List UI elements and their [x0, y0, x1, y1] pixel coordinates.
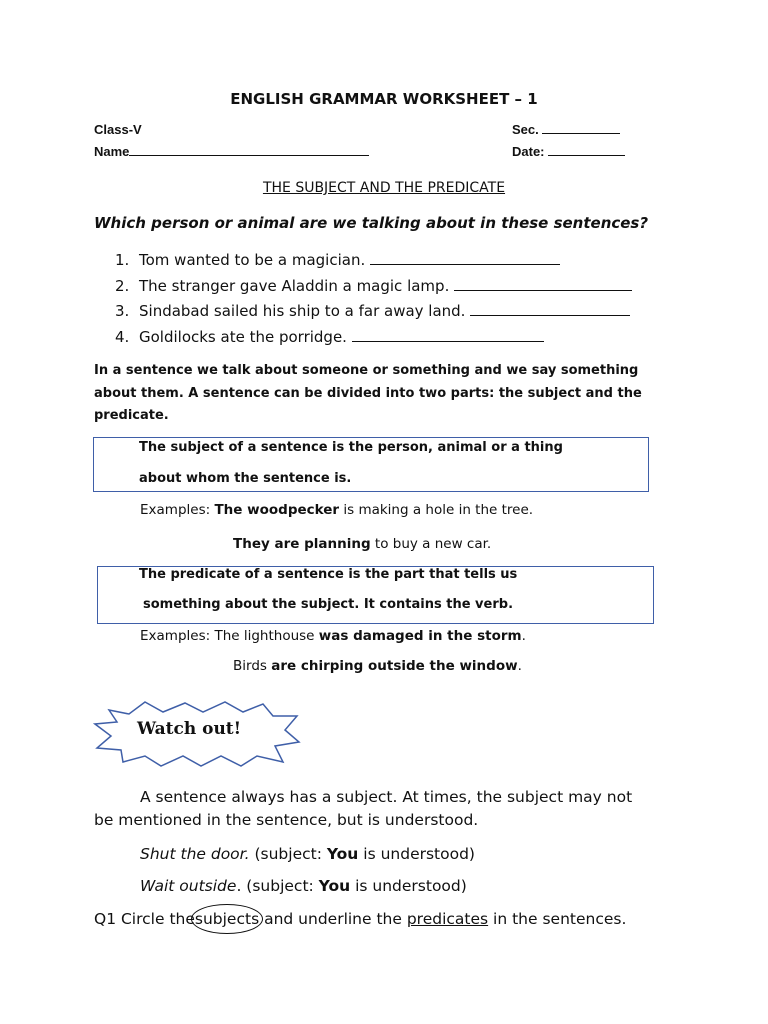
answer-blank — [370, 253, 560, 265]
item-text: The stranger gave Aladdin a magic lamp. — [139, 276, 450, 295]
example-sentence: Wait outside — [140, 877, 237, 895]
example-end: . — [521, 628, 526, 644]
date-label: Date: — [512, 144, 545, 159]
item-number: 3. — [115, 302, 130, 320]
item-text: Sindabad sailed his ship to a far away land. — [139, 302, 466, 320]
section-heading: THE SUBJECT AND THE PREDICATE — [262, 180, 506, 196]
name-label: Name — [94, 144, 130, 159]
worksheet-title: ENGLISH GRAMMAR WORKSHEET – 1 — [230, 90, 538, 108]
sentence-list — [115, 249, 632, 351]
list-item — [115, 326, 632, 352]
note-line-2: be mentioned in the sentence, but is understood. — [94, 811, 479, 829]
note-text: is understood) — [358, 845, 475, 863]
q1-middle: and underline the — [259, 910, 407, 928]
question-text: Which person or animal are we talking about in these sentences? — [94, 214, 649, 232]
list-item — [115, 275, 632, 301]
subject-def-line2: about whom the sentence is. — [139, 471, 352, 486]
example-subject: The woodpecker — [214, 502, 340, 518]
implied-example-1 — [140, 845, 475, 863]
answer-blank — [470, 304, 630, 316]
examples-label: Examples: — [140, 502, 211, 518]
item-number: 2. — [115, 276, 130, 295]
subject-example-2 — [233, 536, 491, 552]
sec-field — [512, 122, 620, 137]
list-item — [115, 249, 632, 275]
sec-label: Sec. — [512, 122, 539, 137]
implied-subject: You — [326, 845, 359, 863]
item-number: 4. — [115, 327, 130, 346]
q1-prefix: Q1 Circle the — [94, 910, 195, 928]
note-text: is understood) — [350, 877, 467, 895]
examples-label: Examples: — [140, 628, 211, 644]
predicate-def-line1: The predicate of a sentence is the part that tells us — [139, 567, 518, 582]
note-text: . (subject: — [236, 877, 319, 895]
example-sentence: Shut the door. — [140, 845, 250, 863]
date-field — [512, 144, 625, 159]
subject-example-1 — [140, 502, 533, 518]
answer-blank — [454, 279, 632, 291]
answer-blank — [352, 330, 544, 342]
example-subject: They are planning — [233, 536, 371, 552]
watch-out-label: Watch out! — [137, 719, 242, 739]
q1-suffix: in the sentences. — [488, 910, 627, 928]
example-rest: to buy a new car. — [370, 536, 492, 552]
example-rest: Birds — [233, 658, 272, 674]
intro-paragraph: In a sentence we talk about someone or something and we say something about them. A sentence can be divided into two parts: the subject and the predicate. — [94, 363, 642, 423]
note-line-1: A sentence always has a subject. At times, the subject may not — [140, 788, 633, 806]
list-item — [115, 300, 632, 326]
date-blank — [548, 144, 625, 156]
example-predicate: are chirping outside the window — [271, 658, 518, 674]
implied-example-2 — [140, 877, 467, 895]
note-text: (subject: — [249, 845, 327, 863]
predicate-definition-box — [97, 566, 654, 624]
name-blank — [129, 144, 369, 156]
example-predicate: was damaged in the storm — [318, 628, 522, 644]
circled-word: subjects — [194, 910, 260, 928]
predicate-example-1 — [140, 628, 526, 644]
item-text: Goldilocks ate the porridge. — [139, 327, 347, 346]
example-rest: The lighthouse — [210, 628, 319, 644]
sec-blank — [542, 122, 620, 134]
predicate-example-2 — [233, 658, 522, 674]
predicate-def-line2: something about the subject. It contains the verb. — [143, 597, 514, 612]
item-number: 1. — [115, 251, 130, 269]
item-text: Tom wanted to be a magician. — [139, 251, 366, 269]
example-rest: is making a hole in the tree. — [339, 502, 534, 518]
q1-instruction — [94, 910, 626, 928]
subject-definition-box — [93, 437, 649, 492]
subject-def-line1: The subject of a sentence is the person, animal or a thing — [139, 440, 563, 455]
example-end: . — [517, 658, 522, 674]
name-field — [94, 144, 369, 159]
class-label: Class-V — [94, 122, 142, 137]
underlined-word: predicates — [406, 910, 489, 928]
implied-subject: You — [318, 877, 351, 895]
